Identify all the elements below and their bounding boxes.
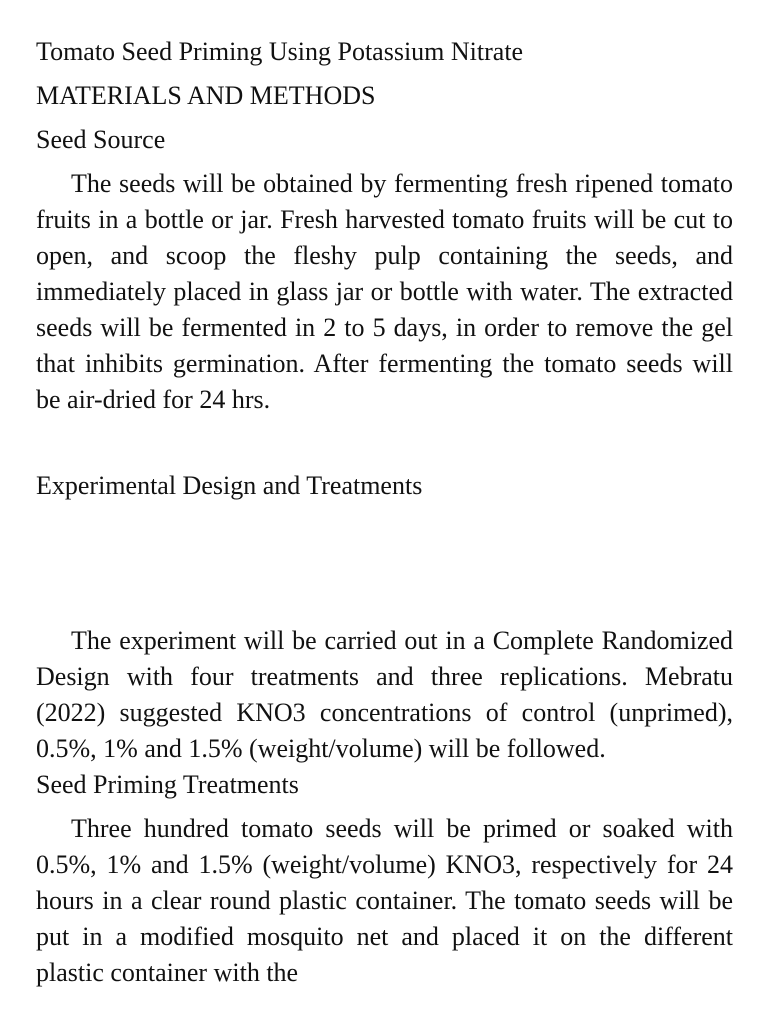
subsection-heading-experimental-design: Experimental Design and Treatments bbox=[36, 471, 423, 500]
spacer bbox=[36, 504, 733, 623]
document-title: Tomato Seed Priming Using Potassium Nitrate bbox=[36, 37, 524, 66]
paragraph-seed-priming: Three hundred tomato seeds will be primed or soaked with 0.5%, 1% and 1.5% (weight/volume) KNO3, respectively for 24 hours in a clear round plastic container. The tomato seeds will be put in a modified mosquito net and placed it on the different plastic container with the bbox=[36, 814, 733, 987]
paragraph-seed-source: The seeds will be obtained by fermenting fresh ripened tomato fruits in a bottle or jar. Fresh harvested tomato fruits will be cut to open, and scoop the fleshy pulp containing the seeds, and immediately placed in glass jar or bottle with water. The extracted seeds will be fermented in 2 to 5 days, in order to remove the gel that inhibits germination. After fermenting the tomato seeds will be air-dried for 24 hrs. bbox=[36, 169, 733, 414]
section-heading: MATERIALS AND METHODS bbox=[36, 81, 376, 110]
subsection-heading-seed-priming: Seed Priming Treatments bbox=[36, 770, 299, 799]
document-page bbox=[36, 34, 733, 991]
paragraph-experimental-design: The experiment will be carried out in a Complete Randomized Design with four treatments and three replications. Mebratu (2022) suggested KNO3 concentrations of control (unprimed), 0.5%, 1% and 1.5% (weight/volume) will be followed. bbox=[36, 626, 733, 763]
spacer bbox=[36, 418, 733, 468]
subsection-heading-seed-source: Seed Source bbox=[36, 125, 166, 154]
